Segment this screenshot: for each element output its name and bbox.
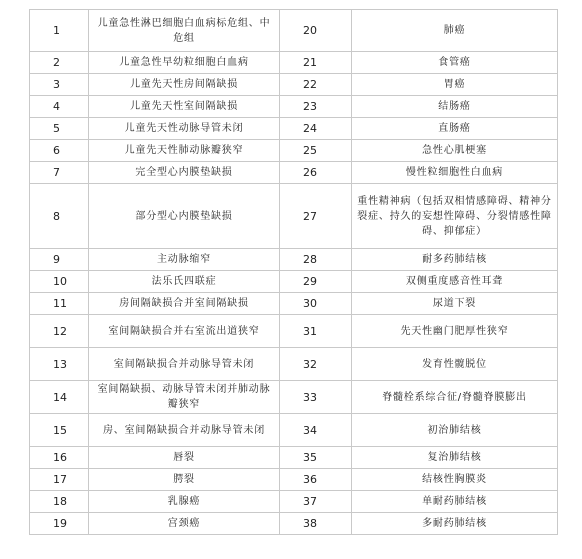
row-number: 9 [30,249,89,271]
disease-name: 结核性胸膜炎 [352,469,558,491]
table-row [30,184,558,249]
disease-name: 宫颈癌 [89,513,280,535]
disease-name: 肺癌 [352,10,558,52]
row-number: 33 [280,381,352,414]
disease-name: 唇裂 [89,447,280,469]
row-number: 1 [30,10,89,52]
row-number: 7 [30,162,89,184]
row-number: 25 [280,140,352,162]
row-number: 32 [280,348,352,381]
table-row [30,52,558,74]
row-number: 6 [30,140,89,162]
disease-list-table [29,9,558,535]
row-number: 24 [280,118,352,140]
table-row [30,140,558,162]
disease-name: 脊髓栓系综合征/脊髓脊膜膨出 [352,381,558,414]
row-number: 10 [30,271,89,293]
disease-name: 慢性粒细胞性白血病 [352,162,558,184]
disease-name: 发育性髋脱位 [352,348,558,381]
disease-name: 急性心肌梗塞 [352,140,558,162]
row-number: 15 [30,414,89,447]
table-row [30,162,558,184]
disease-name: 食管癌 [352,52,558,74]
table-row [30,469,558,491]
row-number: 8 [30,184,89,249]
table-row [30,447,558,469]
row-number: 18 [30,491,89,513]
disease-name: 儿童急性淋巴细胞白血病标危组、中危组 [89,10,280,52]
table-row [30,513,558,535]
row-number: 28 [280,249,352,271]
disease-name: 儿童先天性肺动脉瓣狭窄 [89,140,280,162]
row-number: 23 [280,96,352,118]
disease-name: 乳腺癌 [89,491,280,513]
row-number: 16 [30,447,89,469]
disease-name: 儿童先天性动脉导管未闭 [89,118,280,140]
disease-name: 房间隔缺损合并室间隔缺损 [89,293,280,315]
row-number: 37 [280,491,352,513]
row-number: 22 [280,74,352,96]
disease-name: 结肠癌 [352,96,558,118]
table-row [30,381,558,414]
table-row [30,118,558,140]
row-number: 13 [30,348,89,381]
disease-name: 双侧重度感音性耳聋 [352,271,558,293]
table-row [30,414,558,447]
row-number: 38 [280,513,352,535]
disease-name: 多耐药肺结核 [352,513,558,535]
row-number: 36 [280,469,352,491]
row-number: 12 [30,315,89,348]
table-row [30,293,558,315]
disease-name: 直肠癌 [352,118,558,140]
row-number: 29 [280,271,352,293]
row-number: 26 [280,162,352,184]
disease-name: 室间隔缺损、动脉导管未闭并肺动脉瓣狭窄 [89,381,280,414]
disease-name: 房、室间隔缺损合并动脉导管未闭 [89,414,280,447]
row-number: 2 [30,52,89,74]
disease-name: 法乐氏四联症 [89,271,280,293]
disease-name: 腭裂 [89,469,280,491]
row-number: 17 [30,469,89,491]
row-number: 5 [30,118,89,140]
row-number: 3 [30,74,89,96]
disease-name: 完全型心内膜垫缺损 [89,162,280,184]
table-row [30,271,558,293]
row-number: 14 [30,381,89,414]
disease-name: 单耐药肺结核 [352,491,558,513]
row-number: 21 [280,52,352,74]
row-number: 19 [30,513,89,535]
disease-name: 初治肺结核 [352,414,558,447]
table-row [30,491,558,513]
row-number: 30 [280,293,352,315]
table-row [30,10,558,52]
table-row [30,348,558,381]
table-row [30,315,558,348]
disease-name: 室间隔缺损合并右室流出道狭窄 [89,315,280,348]
disease-table-body [30,10,558,535]
disease-name: 儿童先天性室间隔缺损 [89,96,280,118]
disease-name: 复治肺结核 [352,447,558,469]
table-row [30,74,558,96]
disease-name: 重性精神病（包括双相情感障碍、精神分裂症、持久的妄想性障碍、分裂情感性障碍、抑郁症） [352,184,558,249]
row-number: 4 [30,96,89,118]
disease-name: 主动脉缩窄 [89,249,280,271]
disease-name: 先天性幽门肥厚性狭窄 [352,315,558,348]
disease-name: 尿道下裂 [352,293,558,315]
disease-name: 部分型心内膜垫缺损 [89,184,280,249]
row-number: 20 [280,10,352,52]
disease-name: 胃癌 [352,74,558,96]
row-number: 11 [30,293,89,315]
table-row [30,249,558,271]
disease-name: 儿童先天性房间隔缺损 [89,74,280,96]
row-number: 27 [280,184,352,249]
row-number: 34 [280,414,352,447]
disease-name: 儿童急性早幼粒细胞白血病 [89,52,280,74]
table-row [30,96,558,118]
row-number: 31 [280,315,352,348]
disease-table-container [29,9,557,535]
row-number: 35 [280,447,352,469]
disease-name: 室间隔缺损合并动脉导管未闭 [89,348,280,381]
disease-name: 耐多药肺结核 [352,249,558,271]
